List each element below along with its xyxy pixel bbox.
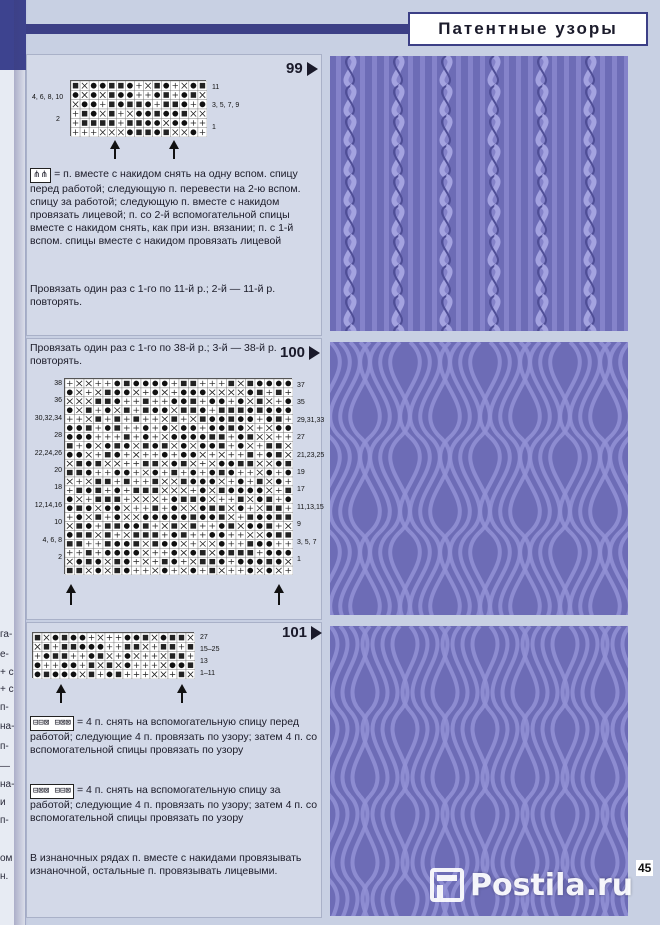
chart-100-left-label: 10 bbox=[54, 519, 62, 527]
chart-99 bbox=[70, 80, 206, 136]
chart-100-right-label: 29,31,33 bbox=[297, 416, 325, 424]
pattern-101-legend-2 bbox=[30, 784, 318, 825]
chart-100-right-label: 17 bbox=[297, 486, 305, 494]
repeat-arrow-icon bbox=[177, 684, 187, 703]
cable-front-symbol-icon: ⊟⊟⊠ ⊟⊠⊠ bbox=[30, 716, 74, 731]
left-strip-text: п- bbox=[0, 741, 9, 752]
chart-100-grid bbox=[65, 379, 293, 575]
knit-texture-99 bbox=[330, 56, 628, 331]
chart-100-left-label: 28 bbox=[54, 432, 62, 440]
postila-logo-icon bbox=[430, 868, 464, 902]
left-strip-text: п- bbox=[0, 815, 9, 826]
chart-99-right-label: 1 bbox=[212, 124, 216, 131]
repeat-arrow-icon bbox=[66, 584, 76, 605]
chart-100-left-label: 20 bbox=[54, 467, 62, 474]
chart-99-grid bbox=[71, 81, 207, 137]
page-title: Патентные узоры bbox=[438, 19, 618, 38]
knit-sample-photo-100 bbox=[330, 342, 628, 615]
chart-100-left-label: 4, 6, 8 bbox=[42, 536, 62, 544]
legend-text: = п. вместе с накидом снять на одну вспом. спицу перед работой; следующую п. перевести на 2-ю вспом. спицу за работой; следующую п. вместе с накидом провязать лицевой; п. со 2-й вспомогательной спицы вместе с накидом снять, как при изн. вязании; п. с 1-й вспом. спицы вместе с накидом провязать лицевой bbox=[30, 168, 301, 247]
left-strip-text: + с bbox=[0, 684, 14, 695]
left-strip-text: н. bbox=[0, 871, 9, 882]
knit-sample-photo-99 bbox=[330, 56, 628, 331]
pointer-triangle-icon bbox=[307, 62, 318, 76]
chart-101-right-label: 1–11 bbox=[200, 670, 216, 677]
cable-back-symbol-icon: ⊟⊠⊠ ⊟⊟⊠ bbox=[30, 784, 74, 799]
repeat-arrow-icon bbox=[274, 584, 284, 605]
chart-100-right-label: 35 bbox=[297, 399, 305, 407]
chart-100-right-label: 27 bbox=[297, 434, 305, 442]
pattern-100-repeat: Провязать один раз с 1-го по 38-й р.; 3-й — 38-й р. повторять. bbox=[30, 342, 277, 367]
chart-99-right-label: 11 bbox=[212, 84, 220, 91]
left-strip-text: п- bbox=[0, 702, 9, 713]
chart-101-right-label: 15–25 bbox=[200, 646, 220, 653]
pattern-99-legend bbox=[30, 168, 316, 248]
page-number: 45 bbox=[638, 861, 652, 875]
chart-100-right-label: 37 bbox=[297, 382, 305, 389]
chart-101-right-label: 13 bbox=[200, 658, 208, 665]
chart-100-right-label: 1 bbox=[297, 556, 301, 563]
pattern-99-repeat: Провязать один раз с 1-го по 11-й р.; 2-й — 11-й р. повторять. bbox=[30, 283, 276, 308]
header-box bbox=[408, 12, 648, 46]
chart-100-right-label: 3, 5, 7 bbox=[297, 538, 317, 546]
watermark-text: Postila.ru bbox=[470, 867, 634, 903]
pattern-101-legend-1 bbox=[30, 716, 318, 757]
legend-text: = 4 п. снять на вспомогательную спицу перед работой; следующие 4 п. провязать по узору; затем 4 п. со вспомогательной спицы провязать по узору bbox=[30, 716, 318, 756]
chart-99-right-label: 3, 5, 7, 9 bbox=[212, 102, 240, 109]
pointer-triangle-icon bbox=[309, 346, 320, 360]
chart-100 bbox=[64, 378, 292, 574]
header-bar bbox=[26, 24, 408, 34]
legend-text: = 4 п. снять на вспомогательную спицу за работой; следующие 4 п. провязать по узору; затем 4 п. со вспомогательной спицы провязать по узору bbox=[30, 784, 318, 824]
pointer-triangle-icon bbox=[311, 626, 322, 640]
repeat-arrow-icon bbox=[56, 684, 66, 703]
chart-100-left-label: 18 bbox=[54, 484, 62, 492]
repeat-arrow-icon bbox=[110, 140, 120, 159]
chart-100-right-label: 19 bbox=[297, 469, 305, 476]
chart-100-left-label: 2 bbox=[58, 554, 62, 561]
repeat-arrow-icon bbox=[169, 140, 179, 159]
chart-101 bbox=[32, 632, 194, 678]
left-strip-text: и bbox=[0, 797, 6, 808]
chart-99-left-label: 4, 6, 8, 10 bbox=[32, 94, 64, 101]
chart-100-left-label: 36 bbox=[54, 397, 62, 405]
left-strip-text: га- bbox=[0, 629, 13, 640]
chart-100-left-label: 22,24,26 bbox=[34, 449, 62, 457]
pattern-number-text: 99 bbox=[286, 60, 303, 77]
left-strip-text: е- bbox=[0, 649, 9, 660]
pattern-number-101 bbox=[282, 624, 322, 641]
left-strip-text: на- bbox=[0, 779, 15, 790]
chart-100-right-label: 9 bbox=[297, 521, 301, 529]
left-strip-text: на- bbox=[0, 721, 15, 732]
chart-99-left-label: 2 bbox=[56, 116, 60, 123]
pattern-number-100 bbox=[280, 344, 320, 361]
knit-texture-100 bbox=[330, 342, 628, 615]
pattern-101-note: В изнаночных рядах п. вместе с накидами провязывать изнаночной, остальные п. провязывать лицевыми. bbox=[30, 852, 302, 877]
left-strip-text: ом bbox=[0, 853, 13, 864]
chart-100-left-label: 12,14,16 bbox=[34, 501, 62, 509]
chart-100-left-label: 38 bbox=[54, 380, 62, 387]
chart-100-right-label: 21,23,25 bbox=[297, 451, 325, 459]
left-strip-text: + с bbox=[0, 667, 14, 678]
chart-100-left-label: 30,32,34 bbox=[34, 414, 62, 422]
left-strip-text: — bbox=[0, 761, 10, 772]
watermark bbox=[430, 855, 640, 915]
chart-101-grid bbox=[33, 633, 195, 679]
pattern-number-text: 101 bbox=[282, 624, 308, 641]
cable-symbol-icon: ⋔⋔ bbox=[30, 168, 51, 183]
chart-100-right-label: 11,13,15 bbox=[297, 503, 324, 511]
pattern-number-text: 100 bbox=[280, 344, 306, 361]
chart-101-right-label: 27 bbox=[200, 634, 208, 641]
pattern-number-99 bbox=[286, 60, 318, 77]
